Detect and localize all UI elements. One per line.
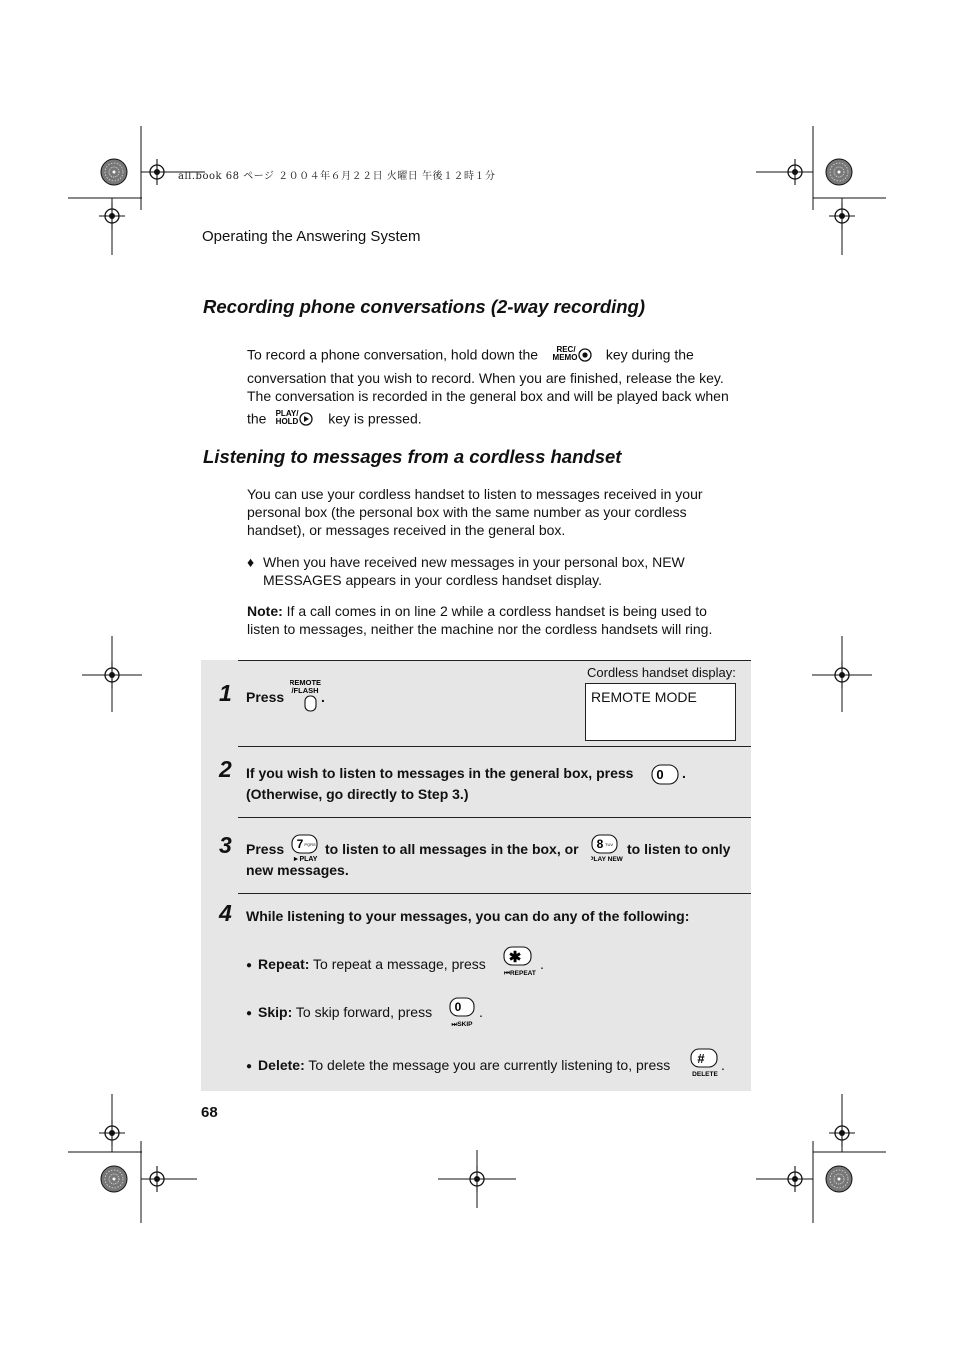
step-number-2: 2 (219, 756, 232, 782)
rec-key-top-label: REC/ (556, 345, 576, 354)
diamond-bullet-icon: ♦ (247, 554, 255, 570)
seven-key-play-label: ►PLAY (292, 856, 318, 863)
star-repeat-key-icon (503, 946, 539, 983)
step-2-line-1: If you wish to listen to messages in the general box, press (246, 765, 634, 781)
step-1-text: Press (246, 689, 285, 705)
bullet-line-1: When you have received new messages in your personal box, NEW (263, 554, 685, 570)
play-key-bottom-label: HOLD (276, 417, 299, 426)
skip-label: Skip: (258, 1004, 293, 1020)
play-hold-key-icon (276, 408, 318, 432)
seven-key-letters: PQRS (304, 842, 316, 847)
section-title-recording: Recording phone conversations (2-way recording) (203, 296, 646, 317)
step-divider (238, 893, 751, 894)
seven-key-label: 7 (296, 837, 304, 851)
skip-bullet (246, 1004, 432, 1020)
note-label: Note: (247, 603, 283, 619)
zero-key-icon (651, 764, 681, 791)
handset-display (585, 683, 736, 741)
step-1-period: . (321, 689, 325, 705)
step-3-press: Press (246, 841, 285, 857)
step-3-middle-text: to listen to all messages in the box, or (325, 841, 579, 857)
rec-memo-key-icon (552, 344, 594, 368)
delete-bullet (246, 1057, 670, 1073)
recording-text-1b: key during the (605, 346, 694, 363)
skip-text: To skip forward, press (295, 1004, 433, 1020)
listening-line-1: You can use your cordless handset to listen to messages received in your (247, 486, 703, 502)
delete-label: Delete: (258, 1057, 305, 1073)
step-number-3: 3 (219, 832, 232, 858)
star-key-label: ✱ (508, 949, 522, 966)
bullet-line-2: MESSAGES appears in your cordless handset display. (263, 572, 603, 588)
step-3-line-2: new messages. (246, 862, 349, 878)
skip-zero-key-label: 0 (454, 1000, 462, 1014)
new-messages-bullet (247, 553, 747, 589)
skip-period: . (479, 1004, 483, 1020)
step-divider (238, 660, 751, 661)
repeat-period: . (540, 956, 544, 972)
listening-line-3: handset), or messages received in the general box. (247, 522, 566, 538)
hash-delete-key-icon (690, 1048, 724, 1085)
step-divider (238, 817, 751, 818)
display-text: REMOTE MODE (591, 689, 697, 705)
repeat-text: To repeat a message, press (313, 956, 486, 972)
bullet-dot: ● (246, 960, 253, 971)
note-paragraph (247, 602, 747, 638)
note-line-1: If a call comes in on line 2 while a cordless handset is being used to (286, 603, 707, 619)
delete-period: . (721, 1057, 725, 1073)
step-2-line-2: (Otherwise, go directly to Step 3.) (246, 786, 469, 802)
delete-key-label: DELETE (692, 1071, 718, 1078)
repeat-key-label: ⏮REPEAT (504, 970, 536, 977)
step-divider (238, 746, 751, 747)
listening-line-2: personal box (the personal box with the same number as your cordless (247, 504, 687, 520)
recording-text-4a: the (247, 410, 267, 427)
remote-key-top-label: REMOTE (290, 678, 322, 687)
play-key-top-label: PLAY/ (276, 409, 299, 418)
repeat-label: Repeat: (258, 956, 310, 972)
step-2-period: . (682, 765, 686, 781)
eight-key-play-new-label: PLAY NEW (591, 856, 623, 863)
print-info-line: all.book 68 ページ ２００４年６月２２日 火曜日 午後１２時１分 (178, 171, 496, 182)
zero-skip-key-icon (449, 997, 481, 1034)
repeat-bullet (246, 956, 486, 972)
remote-key-bottom-label: /FLASH (291, 686, 319, 695)
eight-play-new-key-icon (591, 834, 623, 869)
zero-key-label: 0 (656, 767, 664, 782)
delete-text: To delete the message you are currently listening to, press (308, 1057, 671, 1073)
skip-key-label: ⏭SKIP (451, 1021, 473, 1028)
recording-text-2: conversation that you wish to record. When you are finished, release the key. (247, 370, 724, 386)
recording-text-3: The conversation is recorded in the general box and will be played back when (247, 388, 729, 404)
step-number-4: 4 (219, 900, 232, 926)
page-number: 68 (201, 1104, 218, 1121)
step-number-1: 1 (219, 680, 232, 706)
note-line-2: listen to messages, neither the machine nor the cordless handsets will ring. (247, 621, 713, 637)
hash-key-label: # (697, 1051, 705, 1066)
recording-paragraph (247, 344, 747, 432)
rec-key-bottom-label: MEMO (552, 353, 578, 362)
step-4-text: While listening to your messages, you can do any of the following: (246, 908, 690, 924)
recording-text-4b: key is pressed. (328, 410, 422, 427)
recording-text-1a: To record a phone conversation, hold down the (247, 346, 539, 363)
remote-flash-key-icon (290, 677, 322, 720)
eight-key-label: 8 (596, 837, 604, 851)
listening-paragraph (247, 485, 747, 539)
eight-key-letters: TUV (605, 842, 613, 847)
running-header: Operating the Answering System (202, 228, 421, 245)
step-3-end-text: to listen to only (627, 841, 731, 857)
bullet-dot: ● (246, 1008, 253, 1019)
display-caption: Cordless handset display: (587, 665, 736, 680)
section-title-listening: Listening to messages from a cordless handset (203, 446, 622, 467)
bullet-dot: ● (246, 1061, 253, 1072)
